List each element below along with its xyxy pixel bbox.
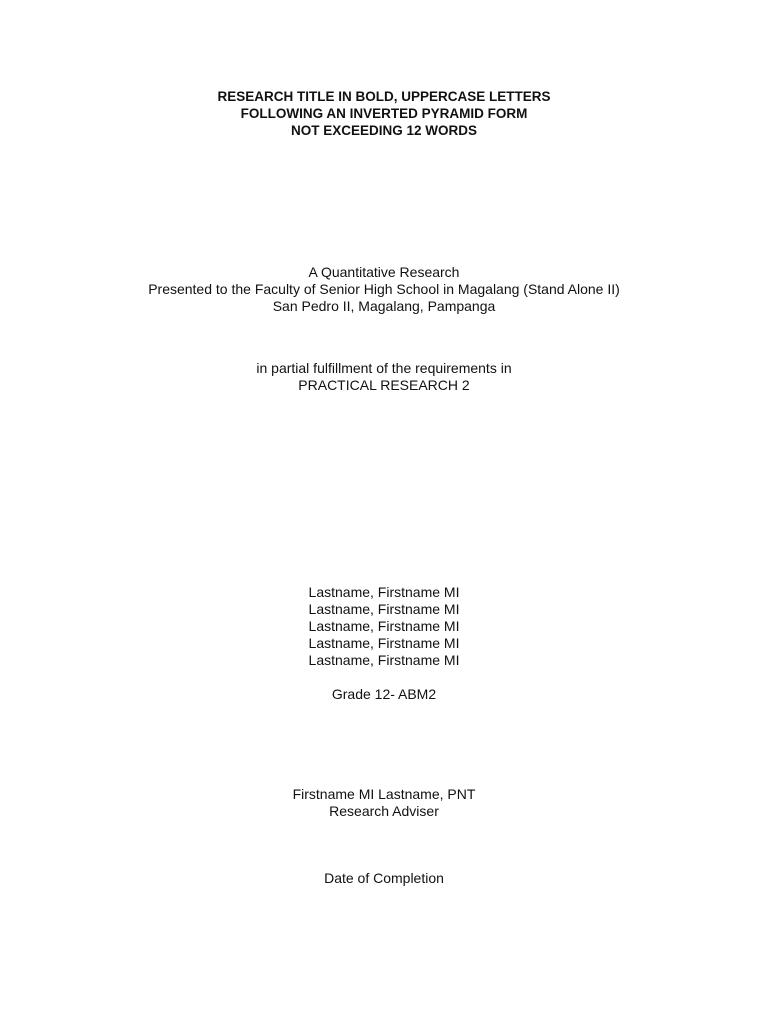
title-line-3: NOT EXCEEDING 12 WORDS [290,123,478,138]
author-name: Lastname, Firstname MI [308,584,460,600]
fulfillment-statement [0,360,768,394]
completion-date [0,870,768,887]
presentation-statement [0,264,768,315]
presented-to: Presented to the Faculty of Senior High School in Magalang (Stand Alone II) [148,281,620,297]
author-name: Lastname, Firstname MI [308,635,460,651]
subject-name: PRACTICAL RESEARCH 2 [298,377,470,393]
adviser-block [0,786,768,820]
school-address: San Pedro II, Magalang, Pampanga [272,298,496,314]
author-list [0,584,768,669]
research-title [0,88,768,139]
author-name: Lastname, Firstname MI [308,652,460,668]
author-name: Lastname, Firstname MI [308,618,460,634]
grade-section [0,686,768,703]
title-line-1: RESEARCH TITLE IN BOLD, UPPERCASE LETTERS [217,89,551,104]
adviser-role: Research Adviser [329,803,439,819]
fulfillment-text: in partial fulfillment of the requirements in [256,360,512,376]
date-text: Date of Completion [324,870,444,886]
adviser-name: Firstname MI Lastname, PNT [292,786,476,802]
research-type: A Quantitative Research [308,264,460,280]
grade-level: Grade 12- ABM2 [331,686,437,702]
title-line-2: FOLLOWING AN INVERTED PYRAMID FORM [240,106,528,121]
author-name: Lastname, Firstname MI [308,601,460,617]
